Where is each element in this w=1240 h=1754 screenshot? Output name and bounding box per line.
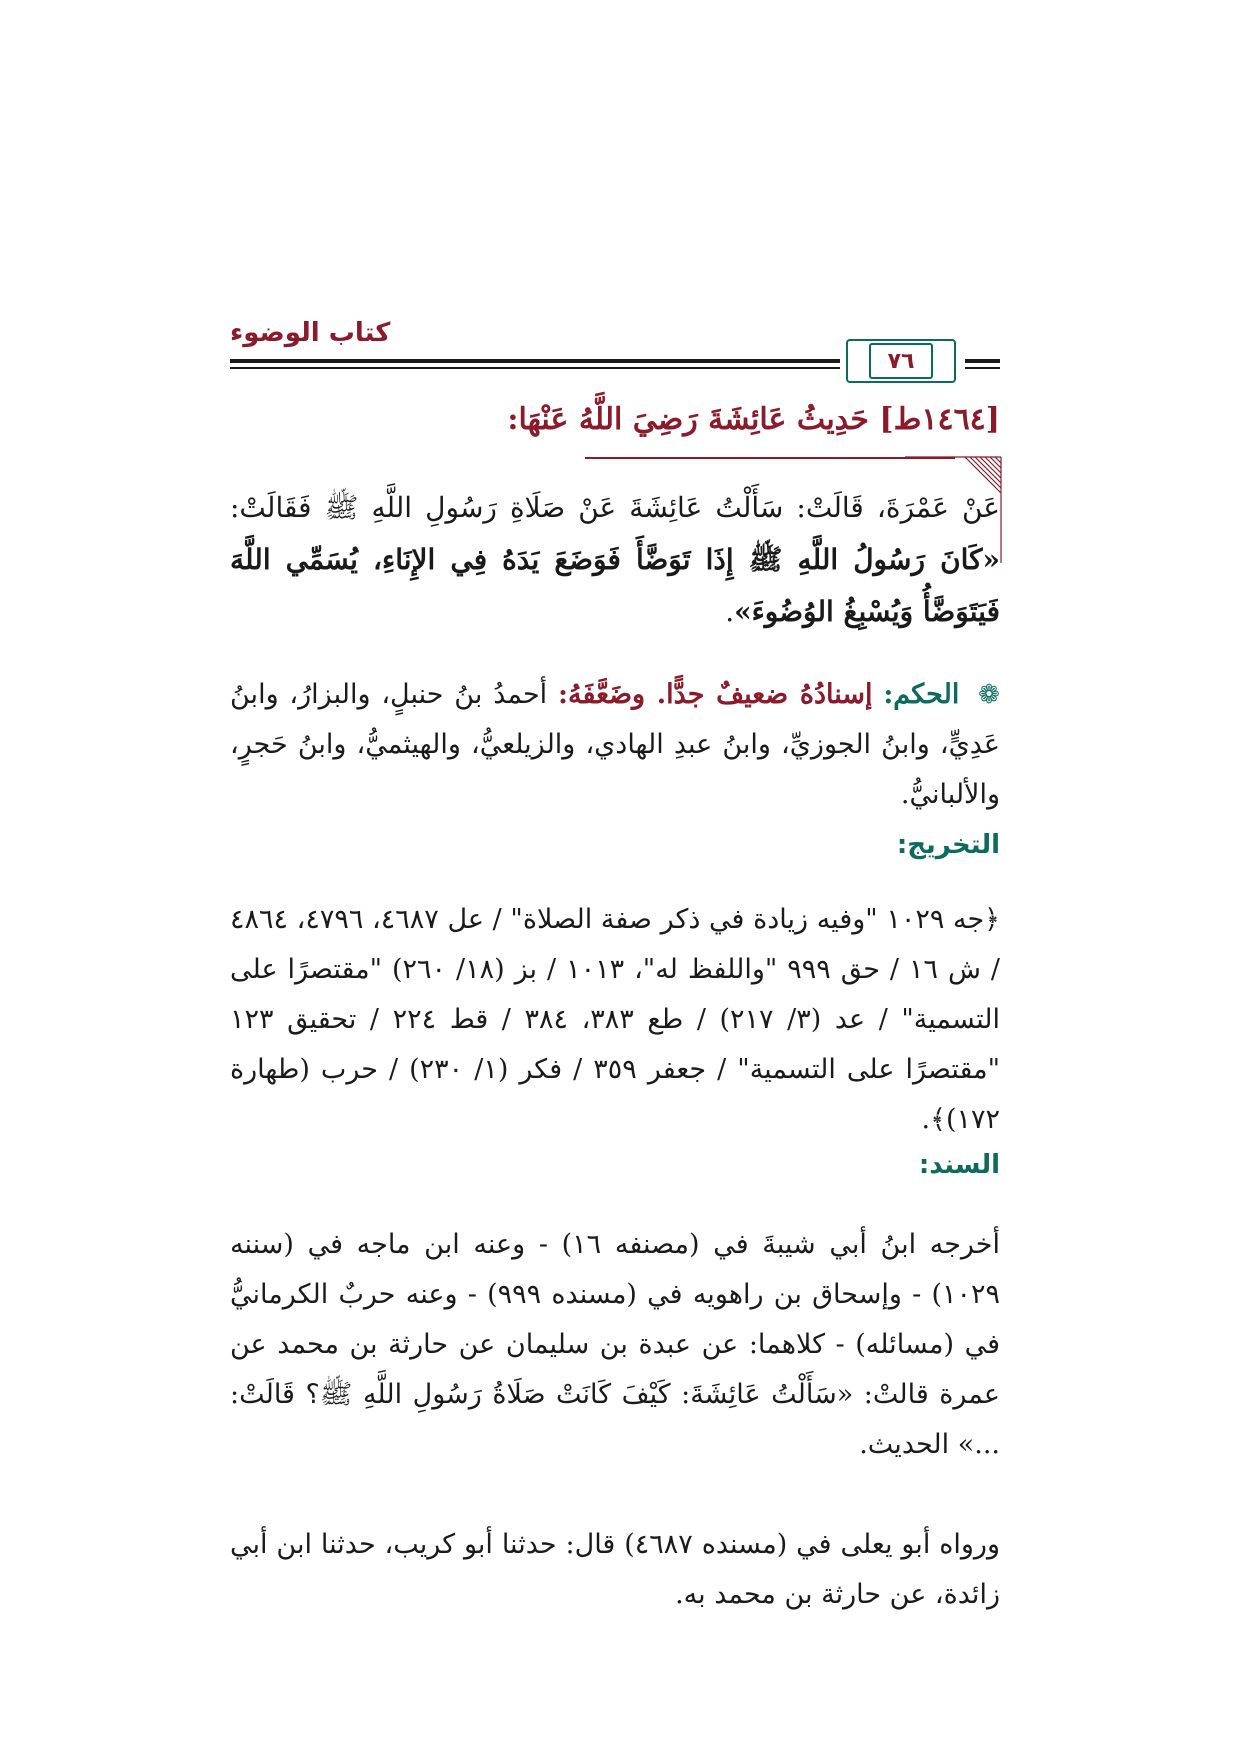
- ruling-paragraph: [230, 670, 1000, 820]
- header-rule-thin: [230, 367, 840, 369]
- flower-ornament-icon: ❁: [978, 680, 1000, 710]
- chapter-title: كتاب الوضوء: [230, 318, 391, 348]
- hadith-title: [١٤٦٤ط] حَدِيثُ عَائِشَةَ رَضِيَ اللَّهُ عَنْهَا:: [507, 402, 1000, 437]
- decorative-line: [585, 457, 955, 459]
- ruling-verdict: إسنادُهُ ضعيفٌ جدًّا. وضَعَّفَهُ:: [558, 679, 873, 710]
- sanad-paragraph-2: ورواه أبو يعلى في (مسنده ٤٦٨٧) قال: حدثنا أبو كريب، حدثنا ابن أبي زائدة، عن حارثة بن محمد به.: [230, 1529, 1000, 1610]
- sanad-heading: السند:: [918, 1150, 1000, 1180]
- hadith-matn: «كَانَ رَسُولُ اللَّهِ ﷺ إِذَا تَوَضَّأَ فَوَضَعَ يَدَهُ فِي الإِنَاءِ، يُسَمِّي اللَّهَ فَيَتَوَضَّأُ وَيُسْبِغُ الوُضُوءَ»: [230, 543, 1000, 628]
- page-number: ٧٦: [869, 343, 933, 379]
- header-rule: [230, 359, 840, 363]
- takhrij-text: ﴿جه ١٠٢٩ "وفيه زيادة في ذكر صفة الصلاة" / عل ٤٦٨٧، ٤٧٩٦، ٤٨٦٤ / ش ١٦ / حق ٩٩٩ "واللفظ له"، ١٠١٣ / بز (١٨/ ٢٦٠) "مقتصرًا على التسمية" / عد (٣/ ٢١٧) / طع ٣٨٣، ٣٨٤ / قط ٢٢٤ / تحقيق ١٢٣ "مقتصرًا على التسمية" / جعفر ٣٥٩ / فكر (١/ ٢٣٠) / حرب (طهارة ١٧٢)﴾.: [230, 904, 1001, 1135]
- ruling-text: أحمدُ بنُ حنبلٍ، والبزارُ، وابنُ عَدِيٍّ، وابنُ الجوزيِّ، وابنُ عبدِ الهادي، والزيلعيُّ، والهيثميُّ، وابنُ حَجرٍ، والألبانيُّ.: [230, 679, 1000, 810]
- sanad-paragraph-1: أخرجه ابنُ أبي شيبةَ في (مصنفه ١٦) - وعنه ابن ماجه في (سننه ١٠٢٩) - وإسحاق بن راهويه في (مسنده ٩٩٩) - وعنه حربٌ الكرمانيُّ في (مسائله) - كلاهما: عن عبدة بن سليمان عن حارثة بن محمد عن عمرة قالتْ: «سَأَلْتُ عَائِشَةَ: كَيْفَ كَانَتْ صَلَاةُ رَسُولِ اللَّهِ ﷺ؟ قَالَتْ: ...» الحديث.: [230, 1229, 1001, 1460]
- hadith-end: .: [725, 595, 735, 628]
- header-rule-right-thin: [965, 367, 1000, 369]
- hadith-intro: عَنْ عَمْرَةَ، قَالَتْ: سَأَلْتُ عَائِشَةَ عَنْ صَلَاةِ رَسُولِ اللَّهِ ﷺ فَقَالَتْ:: [230, 491, 1000, 524]
- ruling-label: الحكم:: [883, 679, 960, 710]
- page-number-badge: [846, 339, 956, 383]
- header-rule-right: [965, 359, 1000, 363]
- takhrij-heading: التخريج:: [896, 830, 1000, 860]
- hadith-text: [230, 482, 1000, 638]
